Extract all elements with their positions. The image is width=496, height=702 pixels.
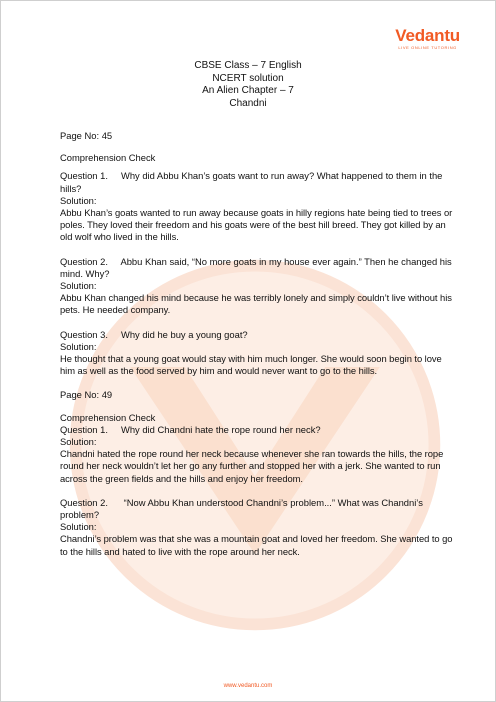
solution-label: Solution: xyxy=(60,436,97,448)
question-text xyxy=(60,424,455,436)
question-body: Abbu Khan said, “No more goats in my house ever again.” Then he changed his mind. Why? xyxy=(60,255,452,279)
solution-label: Solution: xyxy=(60,340,97,352)
solution-text: Abbu Khan changed his mind because he was terribly lonely and simply couldn’t live without his pets. He needed company. xyxy=(60,292,452,316)
question-block xyxy=(60,497,455,558)
question-label: Question 1. xyxy=(60,170,108,182)
question-text xyxy=(60,497,455,521)
question-body: Why did he buy a young goat? xyxy=(120,328,248,340)
question-block xyxy=(60,329,455,378)
question-text xyxy=(60,329,455,341)
solution-text: Abbu Khan’s goats wanted to run away because goats in hilly regions hate being tied to trees or poles. They loved their freedom and his goats were of the best hill breed. They got killed by an old wolf who lived in the hills. xyxy=(60,207,453,243)
solution-label: Solution: xyxy=(60,194,97,206)
section-heading: Comprehension Check xyxy=(60,152,156,164)
section-heading: Comprehension Check xyxy=(60,411,156,423)
solution-text: He thought that a young goat would stay with him much longer. She would soon begin to love him as well as the food served by him and would never want to go to the hills. xyxy=(60,353,442,377)
question-label: Question 2. xyxy=(60,496,108,508)
question-text xyxy=(60,170,455,194)
question-block xyxy=(60,424,455,485)
question-label: Question 2. xyxy=(60,255,108,267)
question-body: Why did Abbu Khan’s goats want to run away? What happened to them in the hills? xyxy=(60,170,443,194)
header-chapter: An Alien Chapter – 7 xyxy=(202,85,294,97)
logo-wordmark: Vedantu xyxy=(395,26,460,45)
header-subject: NCERT solution xyxy=(212,72,284,84)
question-block xyxy=(60,256,455,317)
question-label: Question 1. xyxy=(60,423,108,435)
page-number: Page No: 45 xyxy=(60,130,113,141)
document-body xyxy=(60,130,455,558)
header-title: Chandni xyxy=(229,97,267,109)
solution-text: Chandni’s problem was that she was a mountain goat and loved her freedom. She wanted to go to the hills and hated to live with the rope around her neck. xyxy=(60,533,453,557)
question-block xyxy=(60,170,455,243)
logo-tagline: LIVE ONLINE TUTORING xyxy=(398,45,457,50)
question-body: “Now Abbu Khan understood Chandni’s problem...” What was Chandni’s problem? xyxy=(60,496,423,521)
solution-label: Solution: xyxy=(60,280,97,292)
question-text xyxy=(60,256,455,280)
header-class: CBSE Class – 7 English xyxy=(194,60,302,71)
document-header xyxy=(0,60,496,110)
question-body: Why did Chandni hate the rope round her neck? xyxy=(120,423,321,435)
question-label: Question 3. xyxy=(60,328,108,340)
vedantu-logo xyxy=(395,26,460,50)
solution-label: Solution: xyxy=(60,521,97,533)
solution-text: Chandni hated the rope round her neck because whenever she ran towards the hills, the rope round her neck wouldn’t let her go any further and stopped her with a jerk. She wanted to run across the green fields and the hills and enjoy her freedom. xyxy=(60,448,444,484)
footer-url[interactable]: www.vedantu.com xyxy=(223,683,273,689)
page-number: Page No: 49 xyxy=(60,389,113,401)
